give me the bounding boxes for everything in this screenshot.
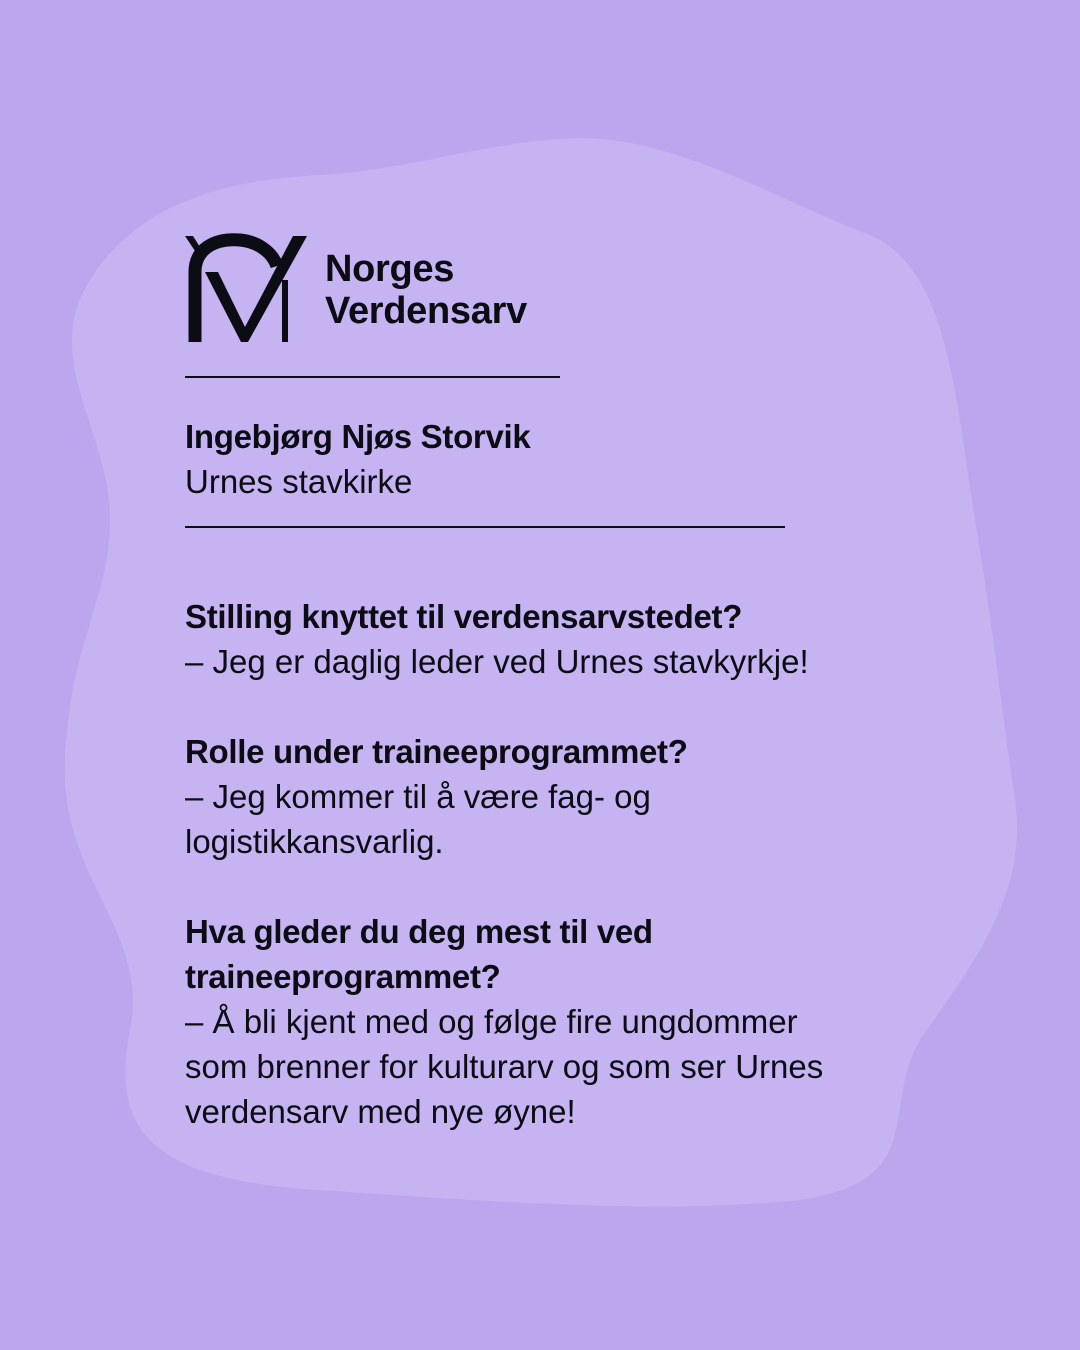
answer: – Jeg er daglig leder ved Urnes stavkyrkje! [185, 643, 809, 680]
qa-item [185, 909, 895, 1134]
question: Stilling knyttet til verdensarvstedet? [185, 598, 743, 635]
answer-line: som brenner for kulturarv og som ser Urnes [185, 1048, 824, 1085]
answer-line: – Jeg kommer til å være fag- og [185, 778, 651, 815]
answer-line: verdensarv med nye øyne! [185, 1093, 576, 1130]
question-line: Hva gleder du deg mest til ved [185, 913, 653, 950]
brand-logo [185, 232, 605, 347]
qa-item [185, 729, 895, 864]
person-name: Ingebjørg Njøs Storvik [185, 418, 531, 455]
site-name: Urnes stavkirke [185, 463, 413, 500]
divider-bottom [185, 526, 785, 528]
question: Rolle under traineeprogrammet? [185, 733, 688, 770]
person-block [185, 414, 530, 504]
question-line: traineeprogrammet? [185, 958, 501, 995]
divider-top [185, 376, 560, 378]
answer-line: – Å bli kjent med og følge fire ungdommer [185, 1003, 798, 1040]
brand-name-line1: Norges [325, 248, 455, 290]
brand-name-line2: Verdensarv [325, 290, 527, 332]
brand-name [325, 248, 527, 332]
qa-item [185, 594, 895, 684]
answer-line: logistikkansvarlig. [185, 823, 444, 860]
world-heritage-logo-icon [185, 232, 310, 347]
